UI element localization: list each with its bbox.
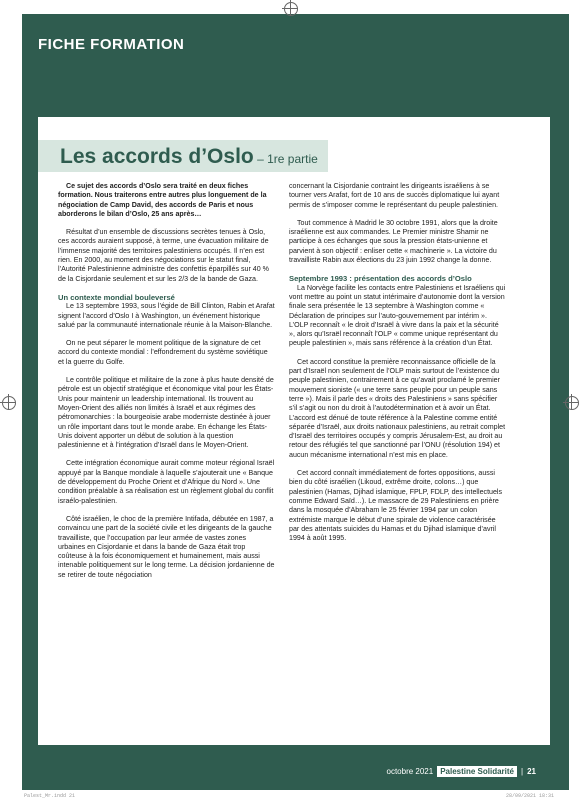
- body-paragraph: Le contrôle politique et militaire de la zone à plus haute densité de pétrole est un objectif stratégique et économique vital pour les États-Unis pour maintenir un leadership international. Ils trouvent au Moyen-Orient des alliés non limités à Israël et aux régimes des pétromonarchies : la bourgeoisie arabe moderniste destinée à jouer un rôle important dans tout le monde arabe. En échange les États-Unis doivent apporter un début de solution à la question palestinienne et à l’intégration d’Israël dans le Moyen-Orient.: [58, 376, 274, 450]
- left-column: [58, 182, 275, 589]
- page-footer: [387, 766, 537, 777]
- section-heading: Septembre 1993 : présentation des accords d’Oslo: [289, 274, 472, 284]
- footer-magazine: Palestine Solidarité: [437, 766, 517, 777]
- body-paragraph: On ne peut séparer le moment politique de la signature de cet accord du contexte mondial : l’effondrement du système soviétique et la guerre du Golfe.: [58, 339, 268, 366]
- print-slug-left: Palest_Mr.indd 21: [24, 793, 76, 799]
- body-paragraph: concernant la Cisjordanie contraint les dirigeants israéliens à se tourner vers Arafat, fort de 10 ans de succès diplomatique lui ayant permis de s’imposer comme le représentant du peuple palestinien.: [289, 182, 500, 209]
- section-header: FICHE FORMATION: [38, 36, 185, 53]
- body-paragraph: Cet accord constitue la première reconnaissance officielle de la part d’Israël non seulement de l’OLP mais surtout de l’existence du peuple palestinien, contrairement à ce qu’avait proclamé le premier mouvement sioniste (« une terre sans peuple pour un peuple sans terre »). Mais il parle des « droits des Palestiniens » sans spécifier s’il s’agit ou non du droit à l’autodétermination et à avoir un État. L’accord est dénué de toute référence à la Palestine comme entité séparée d’Israël, aux droits nationaux palestiniens, au retrait complet d’Israël des territoires occupés y compris Jérusalem-Est, au droit au retour des réfugiés tel que sanctionné par l’ONU (résolution 194) et aucun mécanisme international n’est mis en place.: [289, 357, 506, 459]
- body-paragraph: Résultat d’un ensemble de discussions secrètes tenues à Oslo, ces accords auraient supposé, à terme, une évacuation militaire de l’immense majorité des territoires palestiniens occupés. Il n’en est rien. En 2000, au moment des négociations sur le statut final, l’Autorité Palestinienne administre des confettis éparpillés sur 40 % de la Cisjordanie seulement et sur les 2/3 de la bande de Gaza.: [58, 228, 269, 283]
- registration-mark-left: [2, 396, 16, 410]
- lead-paragraph: Ce sujet des accords d’Oslo sera traité en deux fiches formation. Nous traiterons entre autres plus longuement de la négociation de Camp David, des accords de Paris et nous aborderons le bilan d’Oslo, 25 ans après…: [58, 182, 267, 218]
- print-slug-right: 28/09/2021 18:31: [505, 793, 554, 799]
- footer-date: octobre 2021: [386, 767, 434, 776]
- title-main: Les accords d’Oslo: [60, 145, 254, 168]
- article-title: [60, 145, 318, 169]
- registration-mark-top: [284, 2, 298, 16]
- section-heading: Un contexte mondial bouleversé: [58, 292, 175, 302]
- body-paragraph: Le 13 septembre 1993, sous l’égide de Bill Clinton, Rabin et Arafat signent l’accord d’Oslo I à Washington, un événement historique salué par la communauté internationale réunie à la Maison-Blanche.: [58, 302, 275, 329]
- body-paragraph: Cet accord connaît immédiatement de fortes oppositions, aussi bien du côté israélien (Likoud, extrême droite, colons…) que palestinien (Hamas, Djihad islamique, FPLP, FDLP, des intellectuels comme Edward Saïd…). Le massacre de 29 Palestiniens en prière dans la mosquée d’Abraham le 25 février 1994 par un colon extrémiste marque le début d’une spirale de violence caractérisée par des attentats suicides du Hamas et du Djihad islamique d’avril 1994 à août 1995.: [289, 469, 503, 543]
- body-paragraph: La Norvège facilite les contacts entre Palestiniens et Israéliens qui vont mettre au point un statut intérimaire d’autonomie dont la version finale sera présentée le 13 septembre à Washington comme « Déclaration de principes sur l’auto-gouvernement par intérim ». L’OLP reconnaît « le droit d’Israël à vivre dans la paix et la sécurité », alors qu’Israël reconnaît l’OLP « comme unique représentant du peuple palestinien », mais sans référence à la création d’un État.: [289, 283, 506, 348]
- registration-mark-right: [565, 396, 579, 410]
- footer-page-number: 21: [527, 767, 536, 776]
- footer-separator: |: [521, 767, 524, 776]
- title-sub: – 1re partie: [253, 152, 318, 166]
- body-paragraph: Tout commence à Madrid le 30 octobre 1991, alors que la droite israélienne est aux commandes. Le Premier ministre Shamir ne participe à ces échanges que sous la pression états-unienne et parvient à son objectif : enliser cette « machinerie ». La victoire du travailliste Rabin aux élections du 23 juin 1992 change la donne.: [289, 218, 498, 265]
- body-paragraph: Cette intégration économique aurait comme moteur régional Israël appuyé par la Banque mondiale à laquelle s’ajouterait une « Banque de développement du Proche Orient et d’Afrique du Nord ». Une condition préalable à sa réalisation est un règlement global du conflit israélo-palestinien.: [58, 459, 275, 505]
- right-column: [289, 182, 506, 552]
- body-paragraph: Côté israélien, le choc de la première Intifada, débutée en 1987, a convaincu une part de la société civile et les dirigeants de la gauche travailliste, que l’occupation par leur armée de vastes zones urbaines en Cisjordanie et dans la bande de Gaza était trop coûteuse à la fois économiquement et humainement, mais aussi intenable politiquement sur le long terme. La décision jordanienne de se retirer de toute négociation: [58, 514, 275, 579]
